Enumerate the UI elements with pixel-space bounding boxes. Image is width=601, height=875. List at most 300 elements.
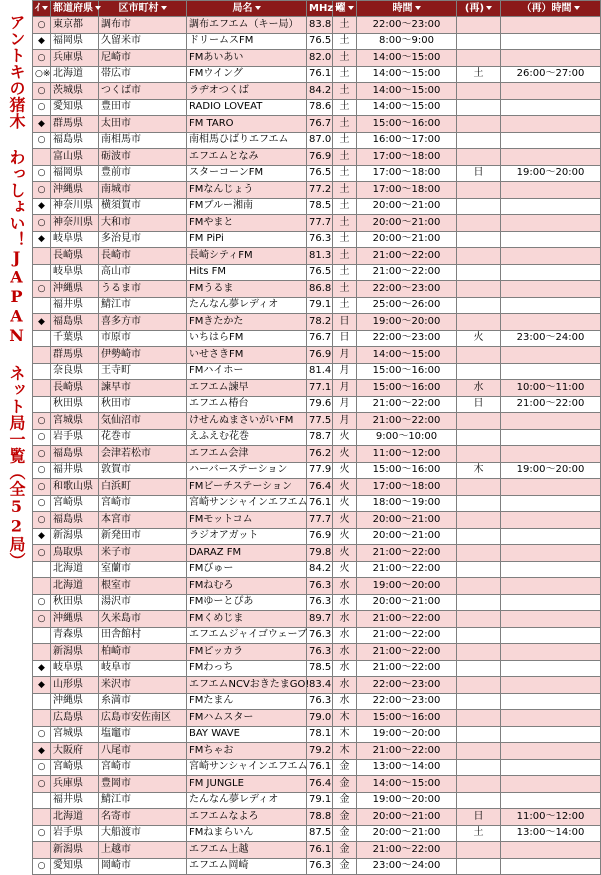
- prefecture-cell[interactable]: 長崎県: [51, 380, 99, 397]
- day-cell[interactable]: 水: [333, 611, 357, 628]
- time-cell[interactable]: 21:00～22:00: [357, 660, 457, 677]
- time-cell[interactable]: 13:00～14:00: [357, 759, 457, 776]
- rerun-time-cell[interactable]: [501, 660, 601, 677]
- frequency-cell[interactable]: 76.7: [307, 116, 333, 133]
- prefecture-cell[interactable]: 新潟県: [51, 842, 99, 859]
- time-cell[interactable]: 8:00～9:00: [357, 33, 457, 50]
- time-cell[interactable]: 15:00～16:00: [357, 116, 457, 133]
- day-cell[interactable]: 木: [333, 710, 357, 727]
- mark-cell[interactable]: ○: [33, 132, 51, 149]
- mark-cell[interactable]: ◆: [33, 116, 51, 133]
- prefecture-cell[interactable]: 北海道: [51, 66, 99, 83]
- prefecture-cell[interactable]: 富山県: [51, 149, 99, 166]
- table-row[interactable]: [33, 710, 601, 727]
- mark-cell[interactable]: ○: [33, 165, 51, 182]
- header-station[interactable]: 局名: [187, 1, 307, 17]
- day-cell[interactable]: 土: [333, 132, 357, 149]
- day-cell[interactable]: 土: [333, 297, 357, 314]
- rerun-time-cell[interactable]: [501, 83, 601, 100]
- city-cell[interactable]: うるま市: [99, 281, 187, 298]
- table-row[interactable]: [33, 264, 601, 281]
- rerun-time-cell[interactable]: 19:00～20:00: [501, 462, 601, 479]
- day-cell[interactable]: 水: [333, 660, 357, 677]
- prefecture-cell[interactable]: 沖縄県: [51, 693, 99, 710]
- time-cell[interactable]: 21:00～22:00: [357, 611, 457, 628]
- prefecture-cell[interactable]: 茨城県: [51, 83, 99, 100]
- day-cell[interactable]: 火: [333, 545, 357, 562]
- rerun-time-cell[interactable]: [501, 248, 601, 265]
- station-name-cell[interactable]: たんなん夢レディオ: [187, 297, 307, 314]
- prefecture-cell[interactable]: 大阪府: [51, 743, 99, 760]
- table-row[interactable]: [33, 512, 601, 529]
- filter-dropdown-icon[interactable]: [486, 6, 492, 10]
- table-row[interactable]: [33, 215, 601, 232]
- mark-cell[interactable]: [33, 644, 51, 661]
- mark-cell[interactable]: [33, 809, 51, 826]
- prefecture-cell[interactable]: 北海道: [51, 809, 99, 826]
- day-cell[interactable]: 土: [333, 198, 357, 215]
- rerun-time-cell[interactable]: [501, 264, 601, 281]
- rerun-time-cell[interactable]: [501, 297, 601, 314]
- mark-cell[interactable]: ◆: [33, 33, 51, 50]
- rerun-time-cell[interactable]: 23:00～24:00: [501, 330, 601, 347]
- mark-cell[interactable]: ○: [33, 759, 51, 776]
- rerun-time-cell[interactable]: [501, 561, 601, 578]
- rerun-time-cell[interactable]: [501, 231, 601, 248]
- station-name-cell[interactable]: FM JUNGLE: [187, 776, 307, 793]
- time-cell[interactable]: 15:00～16:00: [357, 710, 457, 727]
- station-name-cell[interactable]: ハーバーステーション: [187, 462, 307, 479]
- city-cell[interactable]: 宮崎市: [99, 759, 187, 776]
- table-row[interactable]: [33, 462, 601, 479]
- table-row[interactable]: [33, 644, 601, 661]
- table-row[interactable]: [33, 743, 601, 760]
- prefecture-cell[interactable]: 岐阜県: [51, 660, 99, 677]
- prefecture-cell[interactable]: 兵庫県: [51, 776, 99, 793]
- rerun-day-cell[interactable]: 日: [457, 809, 501, 826]
- prefecture-cell[interactable]: 岩手県: [51, 429, 99, 446]
- time-cell[interactable]: 19:00～20:00: [357, 578, 457, 595]
- mark-cell[interactable]: ○: [33, 858, 51, 875]
- city-cell[interactable]: 本宮市: [99, 512, 187, 529]
- mark-cell[interactable]: ○: [33, 83, 51, 100]
- rerun-day-cell[interactable]: [457, 594, 501, 611]
- city-cell[interactable]: 花巻市: [99, 429, 187, 446]
- mark-cell[interactable]: ○: [33, 611, 51, 628]
- city-cell[interactable]: 久留米市: [99, 33, 187, 50]
- station-name-cell[interactable]: FMきたかた: [187, 314, 307, 331]
- time-cell[interactable]: 17:00～18:00: [357, 479, 457, 496]
- frequency-cell[interactable]: 79.1: [307, 297, 333, 314]
- city-cell[interactable]: 岐阜市: [99, 660, 187, 677]
- time-cell[interactable]: 11:00～12:00: [357, 446, 457, 463]
- city-cell[interactable]: 豊田市: [99, 99, 187, 116]
- rerun-time-cell[interactable]: [501, 512, 601, 529]
- mark-cell[interactable]: [33, 264, 51, 281]
- table-row[interactable]: [33, 413, 601, 430]
- frequency-cell[interactable]: 76.9: [307, 528, 333, 545]
- rerun-time-cell[interactable]: [501, 726, 601, 743]
- rerun-day-cell[interactable]: [457, 627, 501, 644]
- mark-cell[interactable]: [33, 710, 51, 727]
- rerun-day-cell[interactable]: [457, 198, 501, 215]
- mark-cell[interactable]: ○: [33, 413, 51, 430]
- prefecture-cell[interactable]: 新潟県: [51, 644, 99, 661]
- city-cell[interactable]: 鯖江市: [99, 792, 187, 809]
- rerun-time-cell[interactable]: [501, 611, 601, 628]
- station-name-cell[interactable]: ラヂオつくば: [187, 83, 307, 100]
- station-name-cell[interactable]: 宮崎サンシャインエフエム: [187, 495, 307, 512]
- frequency-cell[interactable]: 78.2: [307, 314, 333, 331]
- frequency-cell[interactable]: 77.5: [307, 413, 333, 430]
- rerun-time-cell[interactable]: [501, 792, 601, 809]
- time-cell[interactable]: 15:00～16:00: [357, 462, 457, 479]
- station-name-cell[interactable]: エフエムなよろ: [187, 809, 307, 826]
- city-cell[interactable]: 田舎館村: [99, 627, 187, 644]
- filter-dropdown-icon[interactable]: [415, 6, 421, 10]
- mark-cell[interactable]: ○: [33, 512, 51, 529]
- rerun-day-cell[interactable]: [457, 347, 501, 364]
- city-cell[interactable]: 調布市: [99, 17, 187, 34]
- city-cell[interactable]: 米沢市: [99, 677, 187, 694]
- prefecture-cell[interactable]: 千葉県: [51, 330, 99, 347]
- filter-dropdown-icon[interactable]: [348, 6, 354, 10]
- time-cell[interactable]: 22:00～23:00: [357, 281, 457, 298]
- prefecture-cell[interactable]: 兵庫県: [51, 50, 99, 67]
- day-cell[interactable]: 金: [333, 759, 357, 776]
- rerun-time-cell[interactable]: [501, 198, 601, 215]
- mark-cell[interactable]: [33, 561, 51, 578]
- time-cell[interactable]: 19:00～20:00: [357, 314, 457, 331]
- day-cell[interactable]: 金: [333, 792, 357, 809]
- rerun-day-cell[interactable]: [457, 446, 501, 463]
- city-cell[interactable]: 太田市: [99, 116, 187, 133]
- rerun-time-cell[interactable]: [501, 116, 601, 133]
- mark-cell[interactable]: ◆: [33, 198, 51, 215]
- city-cell[interactable]: 喜多方市: [99, 314, 187, 331]
- frequency-cell[interactable]: 77.7: [307, 215, 333, 232]
- station-name-cell[interactable]: ラジオアガット: [187, 528, 307, 545]
- time-cell[interactable]: 22:00～23:00: [357, 693, 457, 710]
- time-cell[interactable]: 21:00～22:00: [357, 413, 457, 430]
- time-cell[interactable]: 14:00～15:00: [357, 66, 457, 83]
- table-row[interactable]: [33, 479, 601, 496]
- time-cell[interactable]: 17:00～18:00: [357, 182, 457, 199]
- prefecture-cell[interactable]: 長崎県: [51, 248, 99, 265]
- station-name-cell[interactable]: FMあいあい: [187, 50, 307, 67]
- rerun-time-cell[interactable]: [501, 479, 601, 496]
- table-row[interactable]: [33, 149, 601, 166]
- day-cell[interactable]: 土: [333, 231, 357, 248]
- day-cell[interactable]: 日: [333, 314, 357, 331]
- city-cell[interactable]: 高山市: [99, 264, 187, 281]
- rerun-day-cell[interactable]: [457, 512, 501, 529]
- frequency-cell[interactable]: 77.1: [307, 380, 333, 397]
- time-cell[interactable]: 21:00～22:00: [357, 396, 457, 413]
- mark-cell[interactable]: [33, 149, 51, 166]
- day-cell[interactable]: 水: [333, 693, 357, 710]
- city-cell[interactable]: 新発田市: [99, 528, 187, 545]
- time-cell[interactable]: 20:00～21:00: [357, 528, 457, 545]
- table-row[interactable]: [33, 545, 601, 562]
- rerun-day-cell[interactable]: 日: [457, 165, 501, 182]
- filter-dropdown-icon[interactable]: [574, 6, 580, 10]
- city-cell[interactable]: 市原市: [99, 330, 187, 347]
- table-row[interactable]: [33, 594, 601, 611]
- frequency-cell[interactable]: 76.9: [307, 347, 333, 364]
- rerun-day-cell[interactable]: [457, 677, 501, 694]
- city-cell[interactable]: 岡崎市: [99, 858, 187, 875]
- frequency-cell[interactable]: 79.0: [307, 710, 333, 727]
- mark-cell[interactable]: [33, 363, 51, 380]
- time-cell[interactable]: 21:00～22:00: [357, 644, 457, 661]
- station-name-cell[interactable]: FMゆーとぴあ: [187, 594, 307, 611]
- day-cell[interactable]: 土: [333, 215, 357, 232]
- frequency-cell[interactable]: 76.5: [307, 33, 333, 50]
- frequency-cell[interactable]: 78.5: [307, 198, 333, 215]
- rerun-time-cell[interactable]: [501, 99, 601, 116]
- city-cell[interactable]: 王寺町: [99, 363, 187, 380]
- city-cell[interactable]: つくば市: [99, 83, 187, 100]
- time-cell[interactable]: 9:00～10:00: [357, 429, 457, 446]
- rerun-day-cell[interactable]: [457, 611, 501, 628]
- rerun-day-cell[interactable]: [457, 578, 501, 595]
- mark-cell[interactable]: ○: [33, 446, 51, 463]
- frequency-cell[interactable]: 76.3: [307, 594, 333, 611]
- station-name-cell[interactable]: FMなんじょう: [187, 182, 307, 199]
- table-row[interactable]: [33, 116, 601, 133]
- prefecture-cell[interactable]: 神奈川県: [51, 215, 99, 232]
- city-cell[interactable]: 米子市: [99, 545, 187, 562]
- table-row[interactable]: [33, 297, 601, 314]
- prefecture-cell[interactable]: 秋田県: [51, 594, 99, 611]
- rerun-day-cell[interactable]: [457, 528, 501, 545]
- filter-dropdown-icon[interactable]: [95, 6, 101, 10]
- rerun-day-cell[interactable]: [457, 792, 501, 809]
- rerun-time-cell[interactable]: 19:00～20:00: [501, 165, 601, 182]
- table-row[interactable]: [33, 858, 601, 875]
- table-row[interactable]: [33, 314, 601, 331]
- prefecture-cell[interactable]: 福島県: [51, 446, 99, 463]
- time-cell[interactable]: 18:00～19:00: [357, 495, 457, 512]
- rerun-day-cell[interactable]: 木: [457, 462, 501, 479]
- prefecture-cell[interactable]: 山形県: [51, 677, 99, 694]
- station-name-cell[interactable]: エフエム岡崎: [187, 858, 307, 875]
- day-cell[interactable]: 土: [333, 281, 357, 298]
- city-cell[interactable]: 会津若松市: [99, 446, 187, 463]
- day-cell[interactable]: 水: [333, 578, 357, 595]
- time-cell[interactable]: 14:00～15:00: [357, 776, 457, 793]
- station-name-cell[interactable]: ドリームスFM: [187, 33, 307, 50]
- city-cell[interactable]: 柏崎市: [99, 644, 187, 661]
- frequency-cell[interactable]: 81.4: [307, 363, 333, 380]
- frequency-cell[interactable]: 76.3: [307, 693, 333, 710]
- table-row[interactable]: [33, 248, 601, 265]
- rerun-time-cell[interactable]: 26:00～27:00: [501, 66, 601, 83]
- time-cell[interactable]: 19:00～20:00: [357, 792, 457, 809]
- rerun-time-cell[interactable]: 10:00～11:00: [501, 380, 601, 397]
- rerun-day-cell[interactable]: [457, 264, 501, 281]
- city-cell[interactable]: 大船渡市: [99, 825, 187, 842]
- day-cell[interactable]: 土: [333, 116, 357, 133]
- rerun-time-cell[interactable]: [501, 710, 601, 727]
- rerun-day-cell[interactable]: [457, 149, 501, 166]
- day-cell[interactable]: 土: [333, 83, 357, 100]
- time-cell[interactable]: 17:00～18:00: [357, 149, 457, 166]
- frequency-cell[interactable]: 78.1: [307, 726, 333, 743]
- mark-cell[interactable]: ◆: [33, 528, 51, 545]
- frequency-cell[interactable]: 77.2: [307, 182, 333, 199]
- station-name-cell[interactable]: FMモットコム: [187, 512, 307, 529]
- prefecture-cell[interactable]: 岐阜県: [51, 231, 99, 248]
- day-cell[interactable]: 土: [333, 264, 357, 281]
- table-row[interactable]: [33, 182, 601, 199]
- rerun-time-cell[interactable]: [501, 182, 601, 199]
- day-cell[interactable]: 土: [333, 99, 357, 116]
- rerun-time-cell[interactable]: [501, 545, 601, 562]
- station-name-cell[interactable]: BAY WAVE: [187, 726, 307, 743]
- table-row[interactable]: [33, 231, 601, 248]
- frequency-cell[interactable]: 79.8: [307, 545, 333, 562]
- mark-cell[interactable]: [33, 627, 51, 644]
- day-cell[interactable]: 月: [333, 347, 357, 364]
- frequency-cell[interactable]: 76.4: [307, 776, 333, 793]
- frequency-cell[interactable]: 89.7: [307, 611, 333, 628]
- frequency-cell[interactable]: 76.1: [307, 495, 333, 512]
- prefecture-cell[interactable]: 福井県: [51, 297, 99, 314]
- station-name-cell[interactable]: FMくめじま: [187, 611, 307, 628]
- frequency-cell[interactable]: 83.4: [307, 677, 333, 694]
- time-cell[interactable]: 21:00～22:00: [357, 842, 457, 859]
- rerun-day-cell[interactable]: 日: [457, 396, 501, 413]
- frequency-cell[interactable]: 77.9: [307, 462, 333, 479]
- rerun-day-cell[interactable]: [457, 545, 501, 562]
- day-cell[interactable]: 土: [333, 149, 357, 166]
- city-cell[interactable]: 豊岡市: [99, 776, 187, 793]
- prefecture-cell[interactable]: 福島県: [51, 132, 99, 149]
- time-cell[interactable]: 21:00～22:00: [357, 561, 457, 578]
- day-cell[interactable]: 火: [333, 528, 357, 545]
- time-cell[interactable]: 20:00～21:00: [357, 215, 457, 232]
- city-cell[interactable]: 鯖江市: [99, 297, 187, 314]
- rerun-day-cell[interactable]: [457, 479, 501, 496]
- rerun-time-cell[interactable]: [501, 693, 601, 710]
- table-row[interactable]: [33, 825, 601, 842]
- station-name-cell[interactable]: えふえむ花巻: [187, 429, 307, 446]
- time-cell[interactable]: 20:00～21:00: [357, 825, 457, 842]
- frequency-cell[interactable]: 78.7: [307, 429, 333, 446]
- day-cell[interactable]: 金: [333, 858, 357, 875]
- rerun-time-cell[interactable]: [501, 627, 601, 644]
- time-cell[interactable]: 14:00～15:00: [357, 99, 457, 116]
- header-rerun-day[interactable]: (再): [457, 1, 501, 17]
- frequency-cell[interactable]: 77.7: [307, 512, 333, 529]
- city-cell[interactable]: 糸満市: [99, 693, 187, 710]
- city-cell[interactable]: 南相馬市: [99, 132, 187, 149]
- table-row[interactable]: [33, 578, 601, 595]
- time-cell[interactable]: 14:00～15:00: [357, 83, 457, 100]
- rerun-day-cell[interactable]: 火: [457, 330, 501, 347]
- frequency-cell[interactable]: 76.3: [307, 231, 333, 248]
- city-cell[interactable]: 尼崎市: [99, 50, 187, 67]
- rerun-time-cell[interactable]: [501, 446, 601, 463]
- rerun-day-cell[interactable]: [457, 132, 501, 149]
- time-cell[interactable]: 21:00～22:00: [357, 743, 457, 760]
- station-name-cell[interactable]: DARAZ FM: [187, 545, 307, 562]
- filter-dropdown-icon[interactable]: [161, 6, 167, 10]
- prefecture-cell[interactable]: 群馬県: [51, 116, 99, 133]
- city-cell[interactable]: 長崎市: [99, 248, 187, 265]
- day-cell[interactable]: 火: [333, 462, 357, 479]
- time-cell[interactable]: 20:00～21:00: [357, 512, 457, 529]
- prefecture-cell[interactable]: 北海道: [51, 561, 99, 578]
- mark-cell[interactable]: ○: [33, 50, 51, 67]
- frequency-cell[interactable]: 82.0: [307, 50, 333, 67]
- rerun-time-cell[interactable]: 11:00～12:00: [501, 809, 601, 826]
- prefecture-cell[interactable]: 青森県: [51, 627, 99, 644]
- station-name-cell[interactable]: FMハムスター: [187, 710, 307, 727]
- mark-cell[interactable]: [33, 297, 51, 314]
- mark-cell[interactable]: ○: [33, 825, 51, 842]
- rerun-day-cell[interactable]: [457, 644, 501, 661]
- rerun-time-cell[interactable]: [501, 644, 601, 661]
- rerun-day-cell[interactable]: [457, 314, 501, 331]
- table-row[interactable]: [33, 363, 601, 380]
- time-cell[interactable]: 22:00～23:00: [357, 677, 457, 694]
- prefecture-cell[interactable]: 群馬県: [51, 347, 99, 364]
- frequency-cell[interactable]: 76.3: [307, 578, 333, 595]
- time-cell[interactable]: 20:00～21:00: [357, 231, 457, 248]
- mark-cell[interactable]: [33, 396, 51, 413]
- station-name-cell[interactable]: いちはらFM: [187, 330, 307, 347]
- station-name-cell[interactable]: FMうるま: [187, 281, 307, 298]
- rerun-time-cell[interactable]: [501, 528, 601, 545]
- mark-cell[interactable]: ○: [33, 495, 51, 512]
- prefecture-cell[interactable]: 福井県: [51, 462, 99, 479]
- prefecture-cell[interactable]: 愛知県: [51, 99, 99, 116]
- city-cell[interactable]: 大和市: [99, 215, 187, 232]
- table-row[interactable]: [33, 132, 601, 149]
- rerun-time-cell[interactable]: [501, 429, 601, 446]
- rerun-time-cell[interactable]: [501, 17, 601, 34]
- mark-cell[interactable]: [33, 693, 51, 710]
- rerun-day-cell[interactable]: [457, 231, 501, 248]
- rerun-day-cell[interactable]: [457, 363, 501, 380]
- prefecture-cell[interactable]: 沖縄県: [51, 281, 99, 298]
- city-cell[interactable]: 八尾市: [99, 743, 187, 760]
- time-cell[interactable]: 14:00～15:00: [357, 347, 457, 364]
- time-cell[interactable]: 22:00～23:00: [357, 330, 457, 347]
- rerun-day-cell[interactable]: [457, 83, 501, 100]
- city-cell[interactable]: 砺波市: [99, 149, 187, 166]
- station-name-cell[interactable]: 南相馬ひばりエフエム: [187, 132, 307, 149]
- rerun-day-cell[interactable]: [457, 660, 501, 677]
- header-freq[interactable]: MHz: [307, 1, 333, 17]
- mark-cell[interactable]: ○: [33, 462, 51, 479]
- rerun-day-cell[interactable]: 土: [457, 66, 501, 83]
- city-cell[interactable]: 塩竈市: [99, 726, 187, 743]
- station-name-cell[interactable]: エフエム諫早: [187, 380, 307, 397]
- table-row[interactable]: [33, 17, 601, 34]
- table-row[interactable]: [33, 842, 601, 859]
- rerun-time-cell[interactable]: 13:00～14:00: [501, 825, 601, 842]
- station-name-cell[interactable]: エフエムとなみ: [187, 149, 307, 166]
- table-row[interactable]: [33, 83, 601, 100]
- city-cell[interactable]: 気仙沼市: [99, 413, 187, 430]
- rerun-day-cell[interactable]: [457, 413, 501, 430]
- frequency-cell[interactable]: 79.1: [307, 792, 333, 809]
- rerun-time-cell[interactable]: [501, 594, 601, 611]
